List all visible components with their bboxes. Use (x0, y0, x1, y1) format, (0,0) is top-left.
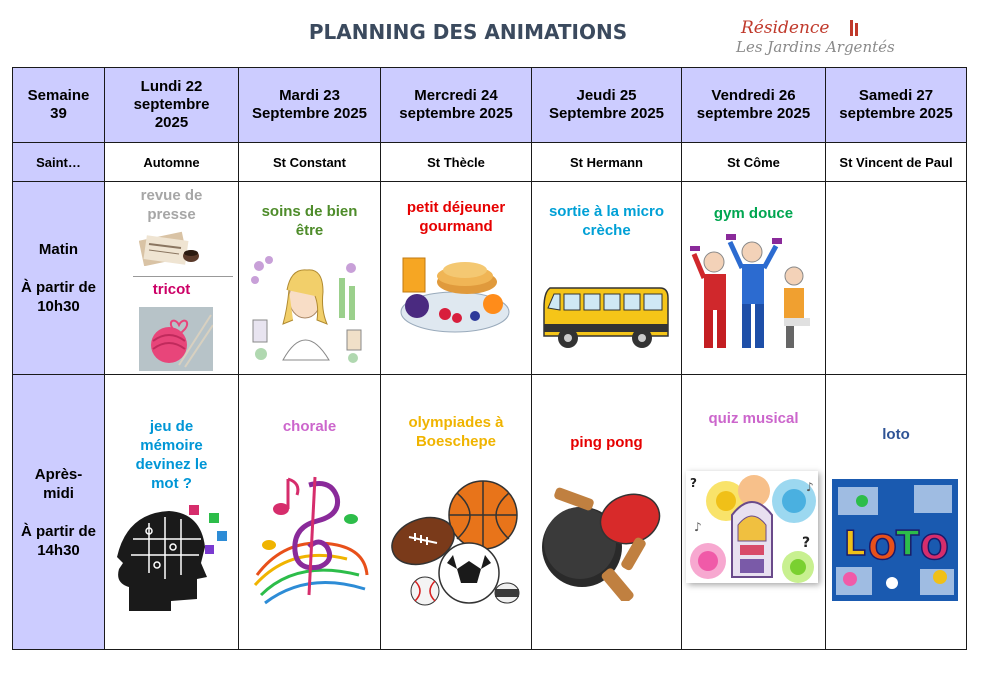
saturday-morning-cell (826, 182, 967, 375)
jukebox-image (686, 471, 818, 583)
activity-petit-dejeuner: petit déjeuner gourmand (406, 199, 506, 235)
afternoon-time: À partir de 14h30 (20, 522, 96, 559)
day-header-wednesday: Mercredi 24 septembre 2025 (381, 68, 532, 143)
day-header-thursday: Jeudi 25 Septembre 2025 (532, 68, 682, 143)
saint-wednesday: St Thècle (381, 143, 532, 182)
saint-friday: St Côme (682, 143, 826, 182)
newspaper-image (139, 228, 201, 266)
wednesday-morning-cell (381, 182, 532, 375)
logo-figures-icon (849, 20, 859, 36)
friday-afternoon-cell (682, 375, 826, 650)
breakfast-image (395, 248, 511, 338)
logo-line-2: Les Jardins Argentés (736, 38, 895, 56)
svg-text:T: T (896, 524, 920, 564)
wednesday-afternoon-cell (381, 375, 532, 650)
svg-text:♪: ♪ (694, 520, 702, 534)
week-cell: Semaine 39 (13, 68, 105, 143)
day-header-monday: Lundi 22 septembre 2025 (105, 68, 239, 143)
sports-balls-image (387, 477, 527, 613)
activity-chorale: chorale (282, 418, 337, 435)
logo-line-1: Résidence (741, 18, 830, 38)
afternoon-label-cell (13, 375, 105, 650)
activity-olympiades: olympiades à Boeschepe (408, 414, 504, 450)
ping-pong-image (534, 485, 680, 601)
svg-text:♪: ♪ (806, 480, 814, 494)
activity-ping-pong: ping pong (570, 434, 643, 451)
loto-image (832, 479, 958, 601)
svg-text:?: ? (690, 476, 697, 490)
activity-quiz-musical: quiz musical (708, 410, 799, 427)
saint-thursday: St Hermann (532, 143, 682, 182)
svg-text:?: ? (802, 535, 811, 551)
saint-saturday: St Vincent de Paul (826, 143, 967, 182)
divider (133, 276, 233, 277)
beauty-spa-image (247, 250, 367, 366)
activity-revue-de-presse: revue de presse (140, 187, 203, 223)
residence-logo (736, 18, 926, 62)
friday-morning-cell (682, 182, 826, 375)
svg-text:O: O (920, 528, 949, 568)
saint-tuesday: St Constant (239, 143, 381, 182)
music-notes-image (247, 475, 371, 609)
activity-sortie-micro-creche: sortie à la micro crèche (548, 203, 665, 239)
knitting-image (139, 307, 213, 371)
tuesday-afternoon-cell (239, 375, 381, 650)
brain-puzzle-image (109, 503, 233, 613)
senior-gym-image (690, 232, 818, 356)
activity-loto: loto (882, 426, 910, 443)
schedule-table (12, 67, 967, 650)
monday-morning-cell (105, 182, 239, 375)
svg-text:L: L (844, 524, 866, 564)
monday-afternoon-cell (105, 375, 239, 650)
saint-label: Saint… (13, 143, 105, 182)
activity-soins-de-bien-etre: soins de bien être (261, 203, 358, 239)
day-header-saturday: Samedi 27 septembre 2025 (826, 68, 967, 143)
tuesday-morning-cell (239, 182, 381, 375)
day-header-friday: Vendredi 26 septembre 2025 (682, 68, 826, 143)
page-title: PLANNING DES ANIMATIONS (308, 20, 628, 44)
morning-label: Matin (38, 241, 79, 258)
activity-tricot: tricot (152, 281, 191, 298)
thursday-afternoon-cell (532, 375, 682, 650)
day-header-tuesday: Mardi 23 Septembre 2025 (239, 68, 381, 143)
svg-text:O: O (868, 528, 897, 568)
saint-monday: Automne (105, 143, 239, 182)
activity-gym-douce: gym douce (713, 205, 794, 222)
saturday-afternoon-cell (826, 375, 967, 650)
bus-image (540, 278, 672, 356)
morning-label-cell (13, 182, 105, 375)
afternoon-label: Après-midi (34, 465, 83, 502)
morning-time: À partir de 10h30 (20, 279, 96, 315)
activity-jeu-de-memoire: jeu de mémoire devinez le mot ? (135, 418, 208, 492)
thursday-morning-cell (532, 182, 682, 375)
